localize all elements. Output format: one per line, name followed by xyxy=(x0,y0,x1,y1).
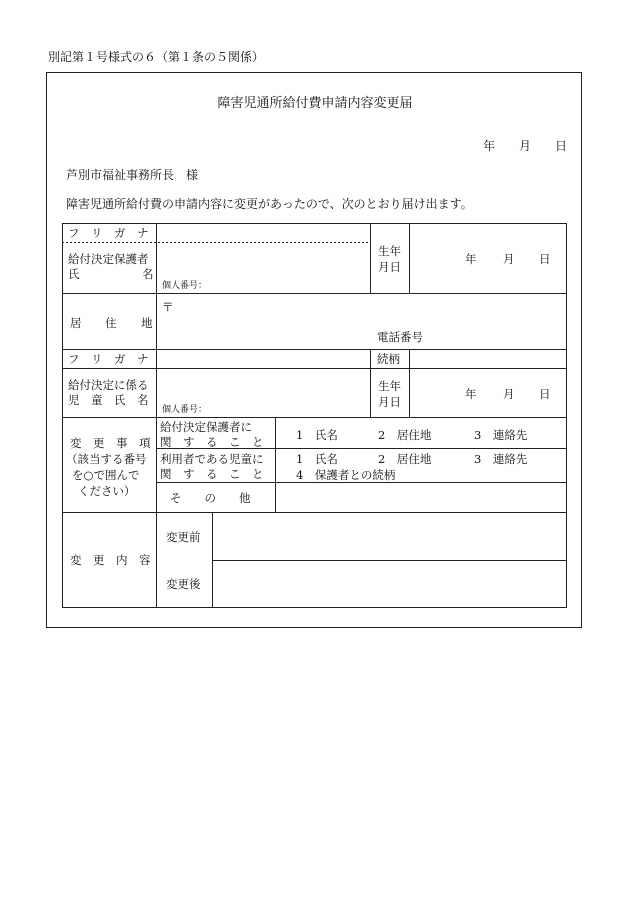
postal-mark: 〒 xyxy=(162,300,174,314)
guardian-name-label: 給付決定保護者 xyxy=(68,252,149,266)
before-label: 変更前 xyxy=(166,530,201,544)
change-item-label-2: （該当する番号 xyxy=(66,452,147,466)
date-year-label: 年 xyxy=(483,139,496,153)
guardian-option-3: 3 連絡先 xyxy=(474,428,528,442)
child-option-2: 2 居住地 xyxy=(378,452,432,466)
address-label-c: 地 xyxy=(141,316,153,330)
guardian-related-label-2: 関 す る こ と xyxy=(160,435,264,449)
change-item-label-4: ください） xyxy=(78,484,136,498)
change-item-label-1: 変 更 事 項 xyxy=(70,436,151,450)
date-day-label: 日 xyxy=(555,139,568,153)
child-furigana-label: フ リ ガ ナ xyxy=(68,352,149,366)
guardian-birthdate-label-1: 生年 xyxy=(378,244,401,258)
guardian-related-label-1: 給付決定保護者に xyxy=(160,420,252,434)
form-table xyxy=(62,223,567,608)
address-label-b: 住 xyxy=(105,316,117,330)
table-grid xyxy=(62,223,567,608)
child-related-label-2: 関 す る こ と xyxy=(160,467,264,481)
guardian-name-label-b: 名 xyxy=(142,267,154,281)
guardian-name-label-a: 氏 xyxy=(68,267,80,281)
after-label: 変更後 xyxy=(166,577,201,591)
child-birthdate-label-2: 月日 xyxy=(378,395,401,409)
child-related-label-1: 利用者である児童に xyxy=(160,452,264,466)
relationship-label: 続柄 xyxy=(377,352,400,366)
child-name-label-2: 児 童 氏 名 xyxy=(68,393,149,407)
child-birthdate-label-1: 生年 xyxy=(378,379,401,393)
child-name-label-1: 給付決定に係る xyxy=(68,378,149,392)
child-birth-month-label: 月 xyxy=(503,387,515,401)
form-title: 障害児通所給付費申請内容変更届 xyxy=(217,96,413,111)
address-label-a: 居 xyxy=(70,316,82,330)
guardian-birth-day-label: 日 xyxy=(539,252,551,266)
phone-label: 電話番号 xyxy=(377,330,423,344)
date-month-label: 月 xyxy=(519,139,532,153)
guardian-birth-year-label: 年 xyxy=(465,252,477,266)
child-personal-number-label: 個人番号： xyxy=(162,405,208,415)
child-birth-day-label: 日 xyxy=(539,387,551,401)
intro-text: 障害児通所給付費の申請内容に変更があったので、次のとおり届け出ます。 xyxy=(66,197,473,211)
guardian-option-2: 2 居住地 xyxy=(378,428,432,442)
child-option-1: 1 氏名 xyxy=(296,452,338,466)
guardian-birthdate-label-2: 月日 xyxy=(378,260,401,274)
other-label: そ の 他 xyxy=(170,491,251,505)
change-content-label: 変 更 内 容 xyxy=(70,553,151,567)
addressee: 芦別市福祉事務所長 様 xyxy=(66,168,199,182)
child-option-4: 4 保護者との続柄 xyxy=(296,468,396,482)
furigana-label: フ リ ガ ナ xyxy=(68,226,149,240)
change-item-label-3: を○で囲んで xyxy=(72,468,140,482)
child-birth-year-label: 年 xyxy=(465,387,477,401)
form-number: 別記第１号様式の６（第１条の５関係） xyxy=(48,50,265,64)
guardian-personal-number-label: 個人番号： xyxy=(162,281,208,291)
guardian-birth-month-label: 月 xyxy=(503,252,515,266)
guardian-option-1: 1 氏名 xyxy=(296,428,338,442)
child-option-3: 3 連絡先 xyxy=(474,452,528,466)
